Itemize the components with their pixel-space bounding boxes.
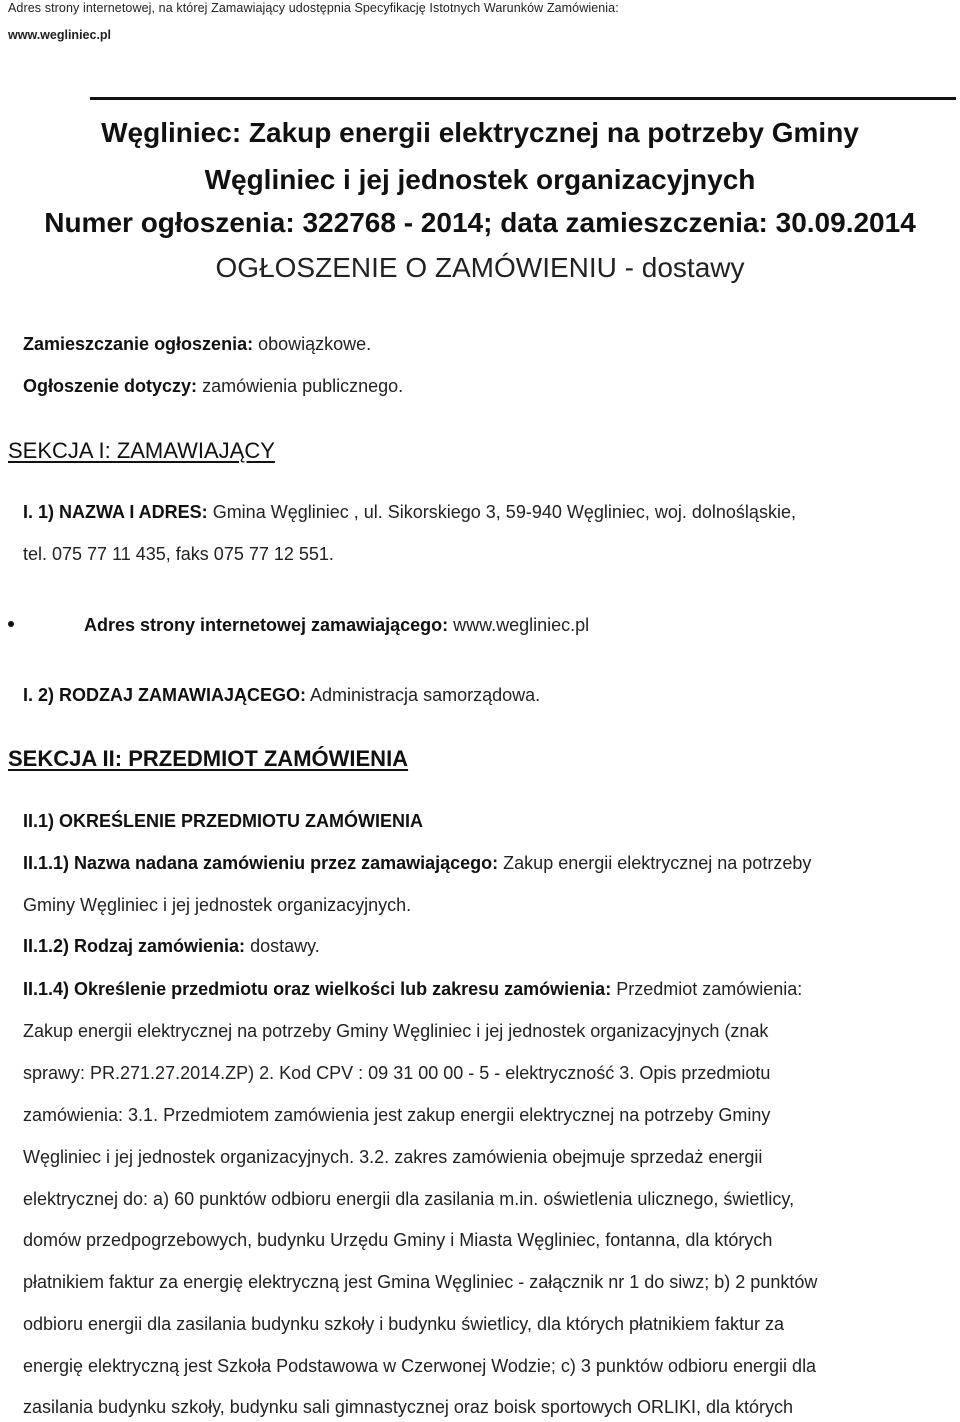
contracting-name-label: I. 1) NAZWA I ADRES:: [23, 502, 208, 522]
website-row: [84, 614, 589, 636]
website-link[interactable]: www.wegliniec.pl: [453, 615, 590, 635]
bullet-icon: [8, 621, 14, 627]
order-desc-line: płatnikiem faktur za energię elektryczną jest Gmina Węgliniec - załącznik nr 1 do siwz; b) 2 punktów: [23, 1272, 818, 1292]
order-desc-line: zamówienia: 3.1. Przedmiotem zamówienia jest zakup energii elektrycznej na potrzeby Gminy: [23, 1105, 771, 1125]
order-name-row: [23, 852, 811, 874]
concerns-value: zamówienia publicznego.: [202, 376, 404, 396]
order-kind-row: [23, 935, 320, 957]
order-name-label: II.1.1) Nazwa nadana zamówieniu przez zamawiającego:: [23, 853, 499, 873]
concerns-row: [23, 375, 403, 397]
order-kind-value: dostawy.: [250, 936, 320, 956]
contracting-type-row: [23, 684, 540, 706]
concerns-label: Ogłoszenie dotyczy:: [23, 376, 198, 396]
contracting-type-value: Administracja samorządowa.: [310, 685, 541, 705]
document-title-line2: Węgliniec i jej jednostek organizacyjnych: [204, 164, 756, 195]
placement-label: Zamieszczanie ogłoszenia:: [23, 334, 254, 354]
header-url-link[interactable]: www.wegliniec.pl: [8, 28, 112, 42]
order-desc-line: energię elektryczną jest Szkoła Podstawowa w Czerwonej Wodzie; c) 3 punktów odbioru energii dla: [23, 1356, 817, 1376]
order-kind-label: II.1.2) Rodzaj zamówienia:: [23, 936, 246, 956]
subject-subheading: II.1) OKREŚLENIE PRZEDMIOTU ZAMÓWIENIA: [23, 811, 424, 831]
order-name-value: Zakup energii elektrycznej na potrzeby: [503, 853, 812, 873]
section1-heading: SEKCJA I: ZAMAWIAJĄCY: [8, 438, 275, 463]
header-note: Adres strony internetowej, na której Zamawiający udostępnia Specyfikację Istotnych Warunków Zamówienia:: [8, 1, 619, 15]
header-divider: [90, 97, 956, 100]
section2-heading: SEKCJA II: PRZEDMIOT ZAMÓWIENIA: [8, 746, 409, 771]
order-desc-line: zasilania budynku szkoły, budynku sali gimnastycznej oraz boisk sportowych ORLIKI, dla których: [23, 1397, 794, 1417]
order-name-cont: Gminy Węgliniec i jej jednostek organizacyjnych.: [23, 895, 412, 915]
order-desc-line: odbioru energii dla zasilania budynku szkoły i budynku świetlicy, dla których płatnikiem faktur za: [23, 1314, 785, 1334]
placement-value: obowiązkowe.: [258, 334, 372, 354]
order-desc-line: Zakup energii elektrycznej na potrzeby Gminy Węgliniec i jej jednostek organizacyjnych (znak: [23, 1021, 769, 1041]
order-desc-start: Przedmiot zamówienia:: [616, 979, 803, 999]
document-title-line1: Węgliniec: Zakup energii elektrycznej na potrzeby Gminy: [101, 117, 859, 148]
announcement-type: OGŁOSZENIE O ZAMÓWIENIU - dostawy: [215, 252, 745, 283]
order-desc-line: Węgliniec i jej jednostek organizacyjnych. 3.2. zakres zamówienia obejmuje sprzedaż energii: [23, 1147, 763, 1167]
order-desc-line: elektrycznej do: a) 60 punktów odbioru energii dla zasilania m.in. oświetlenia ulicznego, świetlicy,: [23, 1189, 795, 1209]
placement-row: [23, 333, 371, 355]
contracting-type-label: I. 2) RODZAJ ZAMAWIAJĄCEGO:: [23, 685, 307, 705]
website-label: Adres strony internetowej zamawiającego:: [84, 615, 449, 635]
order-desc-row: [23, 978, 802, 1000]
announcement-number: Numer ogłoszenia: 322768 - 2014; data zamieszczenia: 30.09.2014: [44, 207, 916, 238]
contracting-phone: tel. 075 77 11 435, faks 075 77 12 551.: [23, 544, 334, 564]
order-desc-label: II.1.4) Określenie przedmiotu oraz wielkości lub zakresu zamówienia:: [23, 979, 612, 999]
contracting-name-row: [23, 501, 796, 523]
contracting-name-value: Gmina Węgliniec , ul. Sikorskiego 3, 59-940 Węgliniec, woj. dolnośląskie,: [212, 502, 796, 522]
order-desc-line: domów przedpogrzebowych, budynku Urzędu Gminy i Miasta Węgliniec, fontanna, dla których: [23, 1230, 773, 1250]
order-desc-line: sprawy: PR.271.27.2014.ZP) 2. Kod CPV : 09 31 00 00 - 5 - elektryczność 3. Opis przedmiotu: [23, 1063, 771, 1083]
